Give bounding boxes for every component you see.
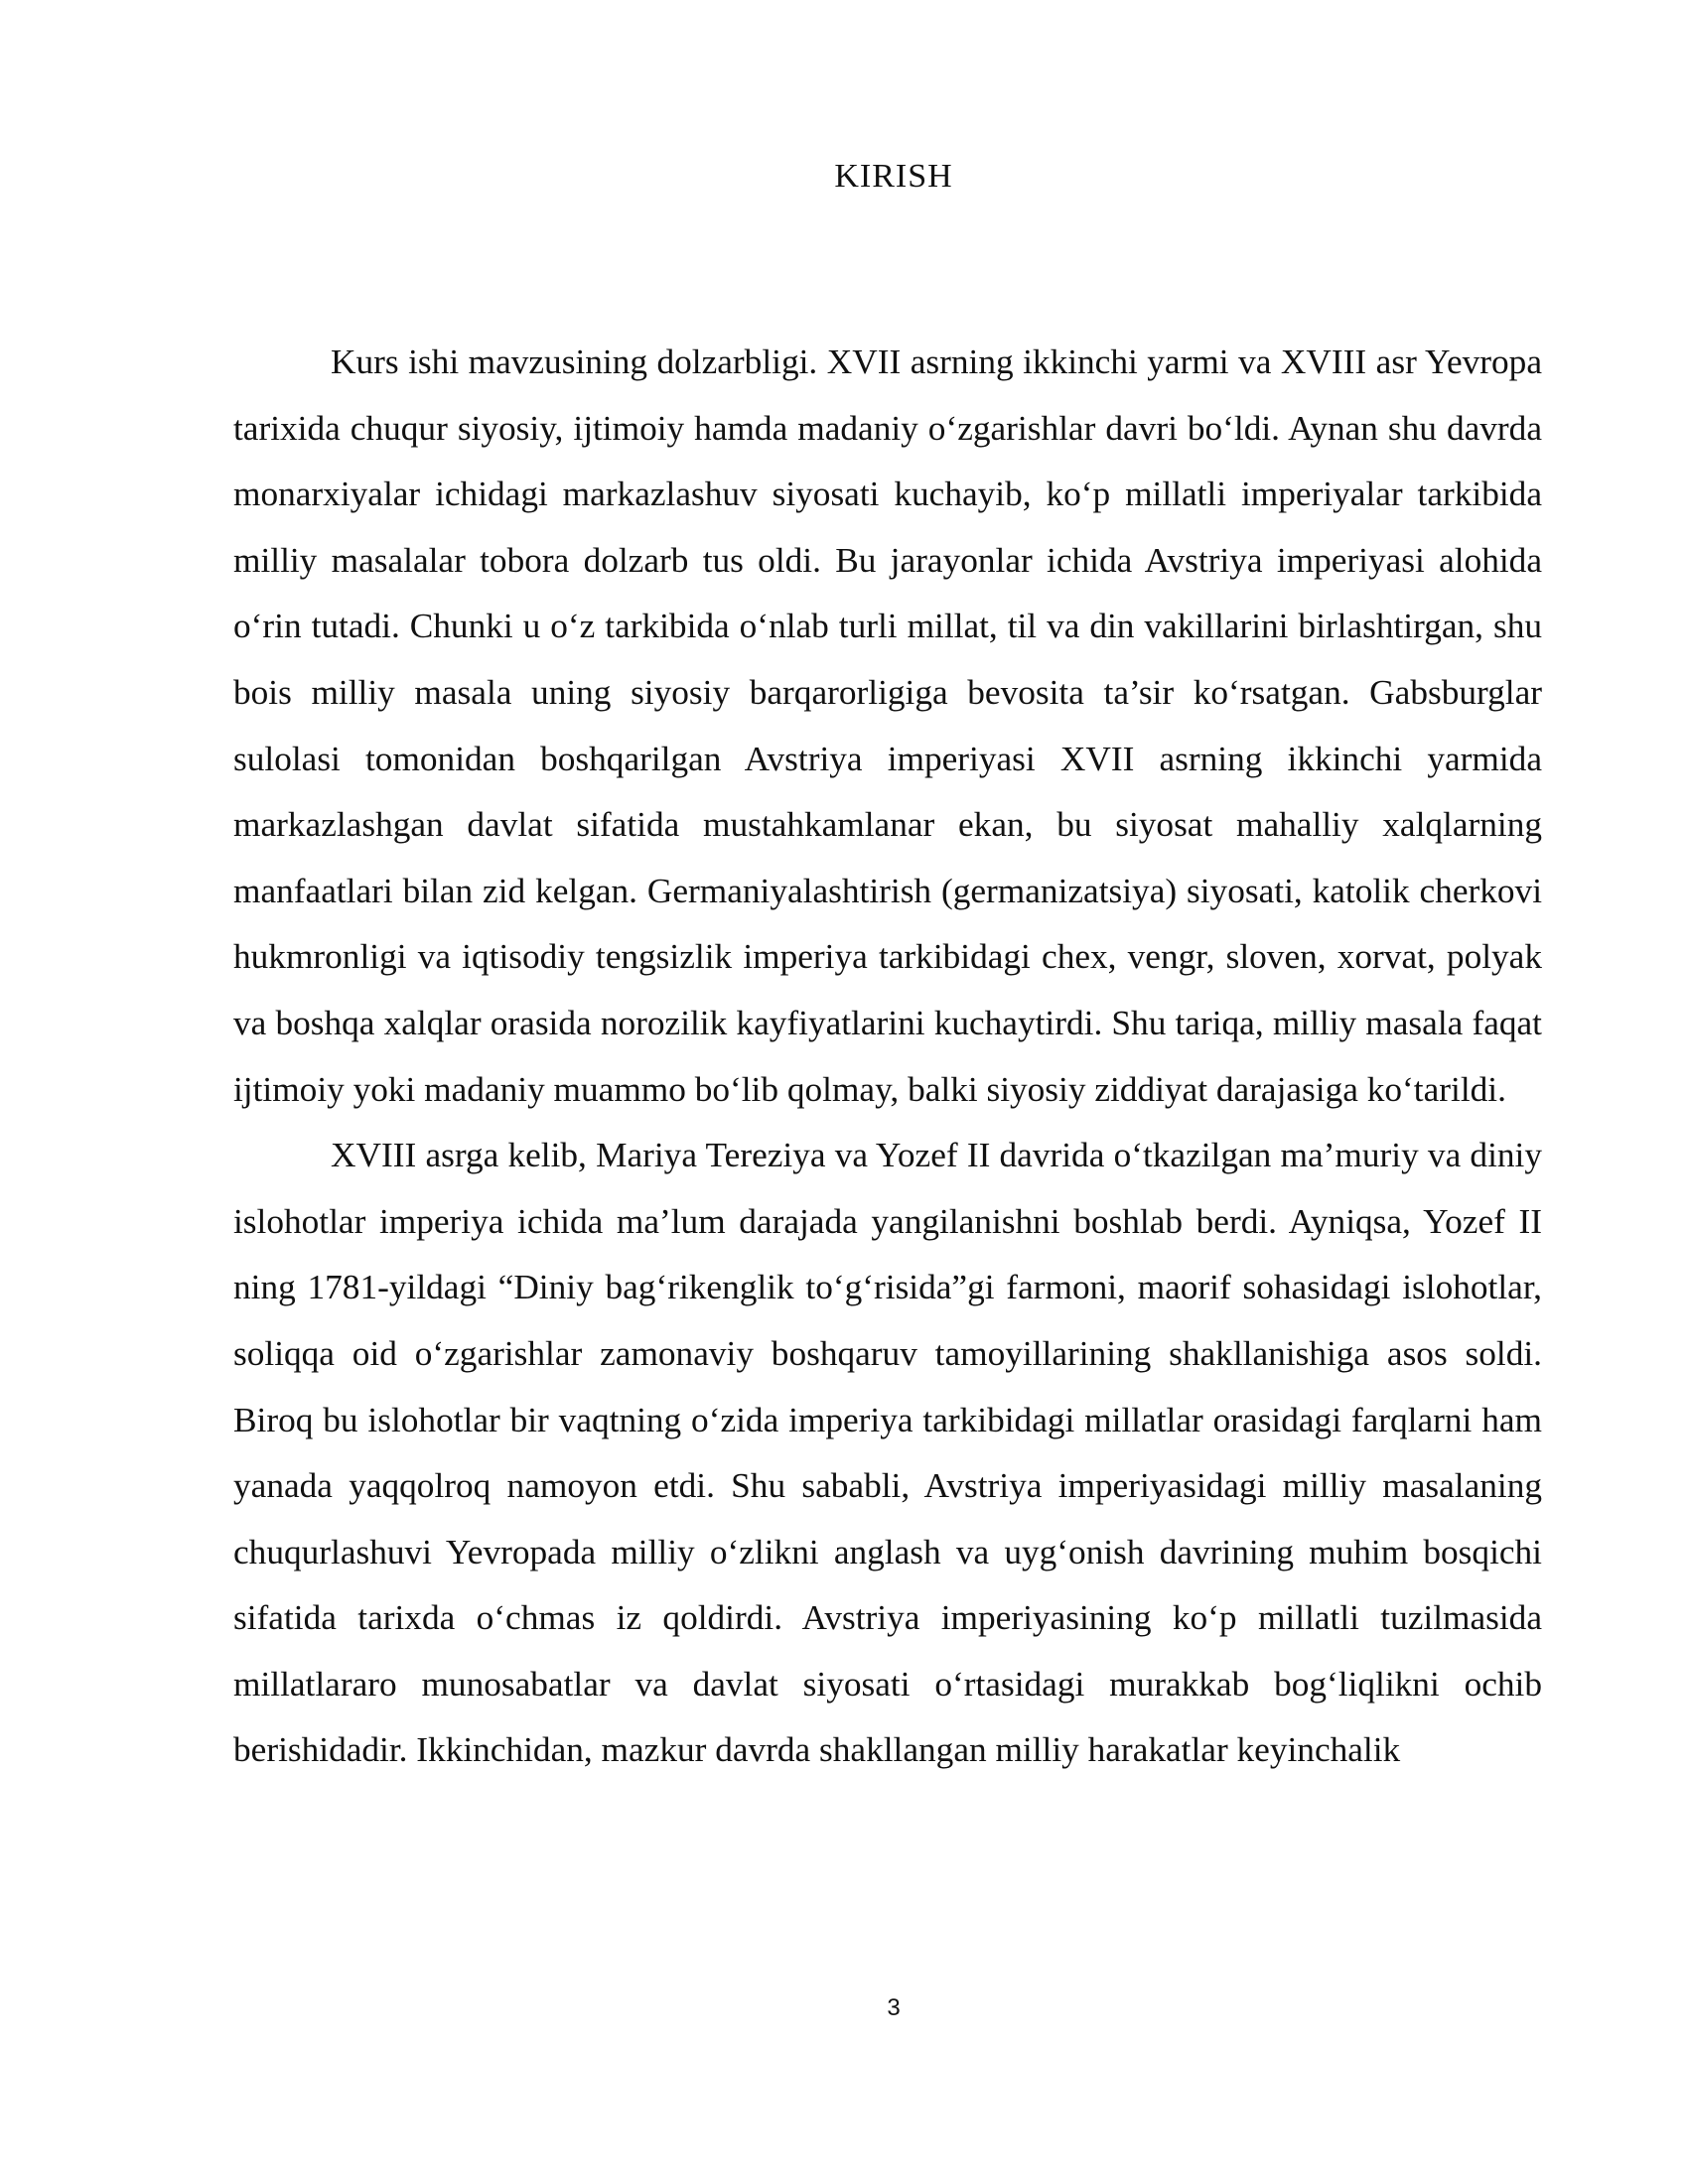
- paragraph-1: Kurs ishi mavzusining dolzarbligi. XVII asrning ikkinchi yarmi va XVIII asr Yevropa tarixida chuqur siyosiy, ijtimoiy hamda madaniy o‘zgarishlar davri bo‘ldi. Aynan shu davrda monarxiyalar ichidagi markazlashuv siyosati kuchayib, ko‘p millatli imperiyalar tarkibida milliy masalalar tobora dolzarb tus oldi. Bu jarayonlar ichida Avstriya imperiyasi alohida o‘rin tutadi. Chunki u o‘z tarkibida o‘nlab turli millat, til va din vakillarini birlashtirgan, shu bois milliy masala uning siyosiy barqarorligiga bevosita ta’sir ko‘rsatgan. Gabsburglar sulolasi tomonidan boshqarilgan Avstriya imperiyasi XVII asrning ikkinchi yarmida markazlashgan davlat sifatida mustahkamlanar ekan, bu siyosat mahalliy xalqlarning manfaatlari bilan zid kelgan. Germaniyalashtirish (germanizatsiya) siyosati, katolik cherkovi hukmronligi va iqtisodiy tengsizlik imperiya tarkibidagi chex, vengr, sloven, xorvat, polyak va boshqa xalqlar orasida norozilik kayfiyatlarini kuchaytirdi. Shu tariqa, milliy masala faqat ijtimoiy yoki madaniy muammo bo‘lib qolmay, balki siyosiy ziddiyat darajasiga ko‘tarildi.: [233, 342, 1542, 1109]
- paragraph-2: XVIII asrga kelib, Mariya Tereziya va Yozef II davrida o‘tkazilgan ma’muriy va diniy islohotlar imperiya ichida ma’lum darajada yangilanishni boshlab berdi. Ayniqsa, Yozef II ning 1781-yildagi “Diniy bag‘rikenglik to‘g‘risida”gi farmoni, maorif sohasidagi islohotlar, soliqqa oid o‘zgarishlar zamonaviy boshqaruv tamoyillarining shakllanishiga asos soldi. Biroq bu islohotlar bir vaqtning o‘zida imperiya tarkibidagi millatlar orasidagi farqlarni ham yanada yaqqolroq namoyon etdi. Shu sababli, Avstriya imperiyasidagi milliy masalaning chuqurlashuvi Yevropada milliy o‘zlikni anglash va uyg‘onish davrining muhim bosqichi sifatida tarixda o‘chmas iz qoldirdi. Avstriya imperiyasining ko‘p millatli tuzilmasida millatlararo munosabatlar va davlat siyosati o‘rtasidagi murakkab bog‘liqlikni ochib berishidadir. Ikkinchidan, mazkur davrda shakllangan milliy harakatlar keyinchalik: [233, 1136, 1542, 1770]
- page-number: 3: [887, 1994, 901, 2021]
- body-text: [233, 330, 1542, 1784]
- section-heading: KIRISH: [834, 158, 953, 195]
